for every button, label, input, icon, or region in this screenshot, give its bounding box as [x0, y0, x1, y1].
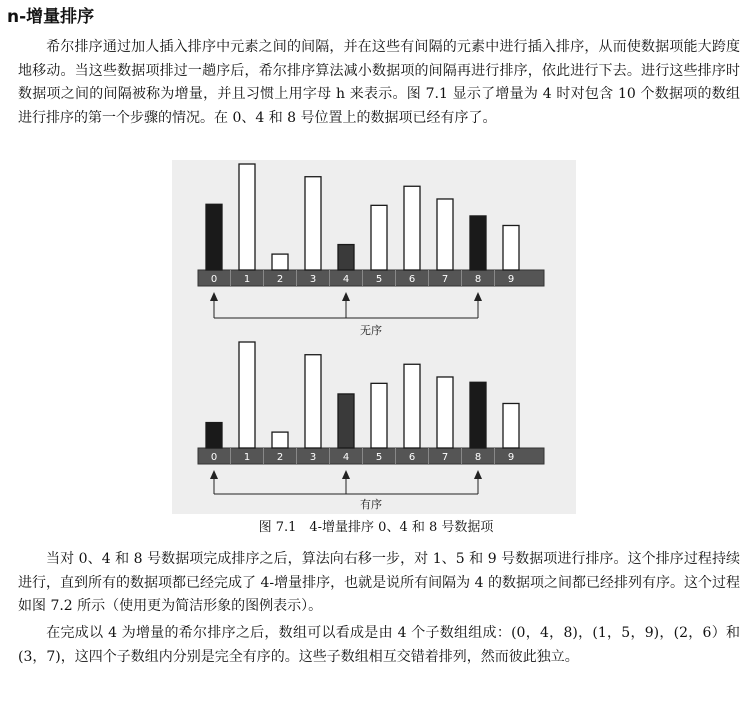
arrow-head	[210, 292, 218, 301]
index-label: 1	[243, 452, 251, 463]
data-bar	[272, 432, 288, 448]
data-bar	[404, 364, 420, 448]
data-bar	[437, 199, 453, 270]
shell-sort-diagram	[172, 160, 576, 514]
index-label: 9	[507, 274, 515, 285]
paragraph-subarrays	[18, 622, 740, 669]
data-bar	[371, 205, 387, 270]
arrow-head	[210, 470, 218, 479]
paragraph-intro	[18, 36, 740, 130]
arrow-head	[342, 292, 350, 301]
index-label: 3	[309, 274, 317, 285]
index-label: 2	[276, 274, 284, 285]
data-bar	[206, 423, 222, 448]
section-heading: n-增量排序	[7, 7, 95, 27]
index-label: 7	[441, 274, 449, 285]
arrow-head	[474, 470, 482, 479]
data-bar	[305, 355, 321, 448]
paragraph-subarrays-text: 在完成以 4 为增量的希尔排序之后，数组可以看成是由 4 个子数组组成：(0，4，8)，(1，5，9)，(2，6）和 (3，7)，这四个子数组内分别是完全有序的。这些子数组相互交错着排列，然而彼此独立。	[18, 625, 740, 665]
data-bar	[503, 225, 519, 270]
index-label: 6	[408, 274, 416, 285]
data-bar	[470, 382, 486, 448]
index-label: 2	[276, 452, 284, 463]
index-label: 1	[243, 274, 251, 285]
index-label: 5	[375, 274, 383, 285]
data-bar	[272, 254, 288, 270]
index-label: 7	[441, 452, 449, 463]
data-bar	[239, 164, 255, 270]
data-bar	[305, 177, 321, 270]
index-label: 6	[408, 452, 416, 463]
paragraph-process-text: 当对 0、4 和 8 号数据项完成排序之后，算法向右移一步，对 1、5 和 9 号数据项进行排序。这个排序过程持续进行，直到所有的数据项都已经完成了 4-增量排序，也就是说所有间隔为 4 的数据项之间都已经排列有序。这个过程如图 7.2 所示（使用更为简洁形象的图例表示）。	[18, 551, 740, 614]
figure-caption: 图 7.1 4-增量排序 0、4 和 8 号数据项	[258, 520, 494, 535]
index-label: 5	[375, 452, 383, 463]
arrow-head	[474, 292, 482, 301]
index-label: 0	[210, 452, 218, 463]
paragraph-process	[18, 548, 740, 619]
arrow-head	[342, 470, 350, 479]
index-label: 0	[210, 274, 218, 285]
data-bar	[404, 186, 420, 270]
paragraph-intro-text: 希尔排序通过加人插入排序中元素之间的间隔，并在这些有间隔的元素中进行插入排序，从而使数据项能大跨度地移动。当这些数据项排过一趟序后，希尔排序算法减小数据项的间隔再进行排序，依此进行下去。进行这些排序时数据项之间的间隔被称为增量，并且习惯上用字母 h 来表示。图 7.1 显示了增量为 4 时对包含 10 个数据项的数组进行排序的第一个步骤的情况。在 0、4 和 8 号位置上的数据项已经有序了。	[18, 39, 740, 126]
index-label: 4	[342, 274, 350, 285]
data-bar	[338, 394, 354, 448]
figure-7-1	[172, 160, 576, 514]
index-label: 8	[474, 452, 482, 463]
panel-state-label: 有序	[360, 498, 382, 511]
data-bar	[206, 204, 222, 270]
index-label: 9	[507, 452, 515, 463]
data-bar	[437, 377, 453, 448]
panel-state-label: 无序	[360, 324, 382, 337]
index-label: 8	[474, 274, 482, 285]
data-bar	[503, 403, 519, 448]
index-label: 3	[309, 452, 317, 463]
data-bar	[338, 245, 354, 270]
index-label: 4	[342, 452, 350, 463]
data-bar	[371, 383, 387, 448]
data-bar	[239, 342, 255, 448]
data-bar	[470, 216, 486, 270]
